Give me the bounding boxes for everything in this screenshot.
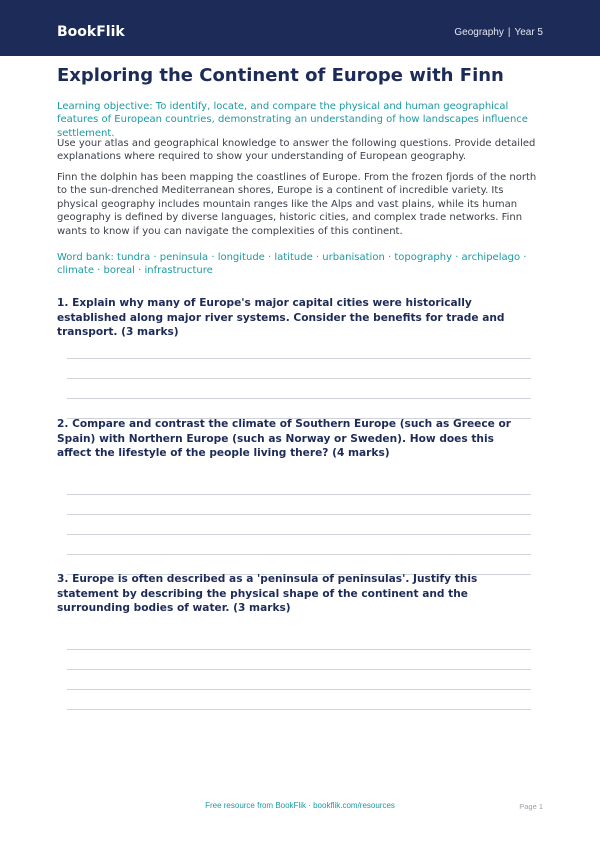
intro-paragraph: Finn the dolphin has been mapping the coastlines of Europe. From the frozen fjords of the north to the sun-drenched Mediterranean shores, Europe is a continent of incredible variety. Its physical geography includes mountain ranges like the Alps and vast plains, while its human geography is defined by diverse languages, historic cities, and complex trade networks. Finn wants to know if you can navigate the complexities of this continent. — [57, 172, 537, 237]
answer-line[interactable] — [67, 534, 531, 535]
subject-label: Geography — [454, 27, 504, 38]
question-3: 3. Europe is often described as a 'peninsula of peninsulas'. Justify this statement by describing the physical shape of the continent and the surrounding bodies of water. (3 marks) — [57, 573, 478, 615]
header-separator: | — [507, 27, 511, 38]
answer-line[interactable] — [67, 649, 531, 650]
word-bank: Word bank: tundra · peninsula · longitude · latitude · urbanisation · topography · archipelago · climate · boreal · infrastructure — [57, 252, 527, 277]
answer-line[interactable] — [67, 554, 531, 555]
answer-line[interactable] — [67, 709, 531, 710]
answer-line[interactable] — [67, 689, 531, 690]
answer-line[interactable] — [67, 358, 531, 359]
header-bar — [0, 0, 600, 56]
learning-objective: Learning objective: To identify, locate, and compare the physical and human geographical features of European countries, demonstrating an understanding of how landscapes influence settlement. — [57, 101, 528, 139]
answer-line[interactable] — [67, 669, 531, 670]
answer-line[interactable] — [67, 378, 531, 379]
answer-line[interactable] — [67, 398, 531, 399]
worksheet-title: Exploring the Continent of Europe with Finn — [57, 65, 504, 86]
page-number: Page 1 — [519, 802, 543, 811]
question-2: 2. Compare and contrast the climate of Southern Europe (such as Greece or Spain) with Northern Europe (such as Norway or Sweden). How does this affect the lifestyle of the people living there? (4 marks) — [57, 418, 512, 460]
question-1: 1. Explain why many of Europe's major capital cities were historically established along major river systems. Consider the benefits for trade and transport. (3 marks) — [57, 297, 505, 339]
brand-logo: BookFlik — [57, 24, 125, 40]
instructions-text: Use your atlas and geographical knowledge to answer the following questions. Provide detailed explanations where required to show your understanding of European geography. — [57, 138, 536, 163]
subject-level-label — [454, 27, 543, 39]
answer-line[interactable] — [67, 514, 531, 515]
year-level-label: Year 5 — [514, 27, 543, 38]
answer-line[interactable] — [67, 494, 531, 495]
footer-resource-link[interactable]: Free resource from BookFlik · bookflik.com/resources — [205, 801, 395, 810]
